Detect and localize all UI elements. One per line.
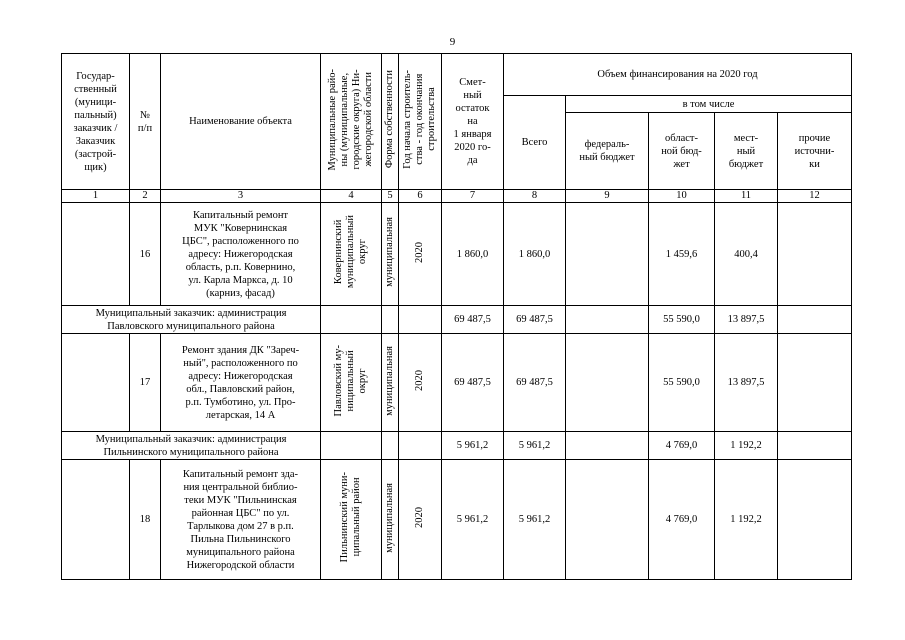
district: Ковернинский муниципальный округ — [321, 203, 382, 306]
regional: 55 590,0 — [649, 306, 715, 334]
regional: 4 769,0 — [649, 432, 715, 460]
empty-cell — [778, 432, 852, 460]
other — [778, 203, 852, 306]
object-name: Капитальный ремонт зда- ния центральной библио- теки МУК "Пильнинская районная ЦБС" по ул. Тарлыкова дом 27 в р.п. Пильна Пильнинского муниципального района Нижегородской области — [161, 460, 321, 580]
local: 400,4 — [715, 203, 778, 306]
other — [778, 460, 852, 580]
balance: 5 961,2 — [442, 460, 504, 580]
header-num: № п/п — [130, 54, 161, 190]
header-years: Год начала строитель- ства - год окончания строительства — [399, 54, 442, 190]
empty-cell — [566, 306, 649, 334]
district: Пильнинский муни- ципальный район — [321, 460, 382, 580]
balance: 5 961,2 — [442, 432, 504, 460]
col-number: 2 — [130, 190, 161, 203]
header-balance: Смет- ный остаток на 1 января 2020 го- да — [442, 54, 504, 190]
total: 5 961,2 — [504, 460, 566, 580]
empty-cell — [399, 306, 442, 334]
federal — [566, 334, 649, 432]
object-name: Капитальный ремонт МУК "Ковернинская ЦБС", расположенного по адресу: Нижегородская область, р.п. Ковернино, ул. Карла Маркса, д. 10 (карниз, фасад) — [161, 203, 321, 306]
header-regional: област- ной бюд- жет — [649, 113, 715, 190]
header-object-name: Наименование объекта — [161, 54, 321, 190]
empty-cell — [382, 306, 399, 334]
subtotal-row — [62, 306, 852, 334]
header-district: Муниципальные райо- ны (муниципальные, городские округа) Ни- жегородской области — [321, 54, 382, 190]
empty-cell — [566, 432, 649, 460]
table-row — [62, 460, 852, 580]
ownership: муниципальная — [382, 460, 399, 580]
balance: 1 860,0 — [442, 203, 504, 306]
total: 1 860,0 — [504, 203, 566, 306]
total: 69 487,5 — [504, 306, 566, 334]
customer-cell — [62, 334, 130, 432]
empty-cell — [778, 306, 852, 334]
col-number: 3 — [161, 190, 321, 203]
header-other: прочие источни- ки — [778, 113, 852, 190]
financing-table — [61, 53, 852, 580]
empty-cell — [382, 432, 399, 460]
local: 1 192,2 — [715, 460, 778, 580]
customer-cell — [62, 203, 130, 306]
years: 2020 — [399, 334, 442, 432]
regional: 1 459,6 — [649, 203, 715, 306]
empty-cell — [321, 306, 382, 334]
row-number: 16 — [130, 203, 161, 306]
col-number: 6 — [399, 190, 442, 203]
total: 5 961,2 — [504, 432, 566, 460]
object-name: Ремонт здания ДК "Зареч- ный", расположенного по адресу: Нижегородская обл., Павловский район, р.п. Тумботино, ул. Про- летарская, 14 А — [161, 334, 321, 432]
other — [778, 334, 852, 432]
local: 13 897,5 — [715, 306, 778, 334]
ownership: муниципальная — [382, 203, 399, 306]
col-number: 10 — [649, 190, 715, 203]
col-number: 1 — [62, 190, 130, 203]
col-number: 11 — [715, 190, 778, 203]
col-number: 5 — [382, 190, 399, 203]
header-ownership: Форма собственности — [382, 54, 399, 190]
federal — [566, 203, 649, 306]
balance: 69 487,5 — [442, 334, 504, 432]
regional: 4 769,0 — [649, 460, 715, 580]
years: 2020 — [399, 460, 442, 580]
table-row — [62, 334, 852, 432]
col-number: 12 — [778, 190, 852, 203]
district: Павловский му- ниципальный округ — [321, 334, 382, 432]
column-number-row — [62, 190, 852, 203]
page-number: 9 — [449, 36, 456, 48]
subtotal-label: Муниципальный заказчик: администрация Пильнинского муниципального района — [62, 432, 321, 460]
col-number: 8 — [504, 190, 566, 203]
customer-cell — [62, 460, 130, 580]
balance: 69 487,5 — [442, 306, 504, 334]
empty-cell — [321, 432, 382, 460]
header-local: мест- ный бюджет — [715, 113, 778, 190]
regional: 55 590,0 — [649, 334, 715, 432]
local: 1 192,2 — [715, 432, 778, 460]
table-row — [62, 203, 852, 306]
header-total: Всего — [504, 96, 566, 190]
header-including: в том числе — [566, 96, 852, 113]
header-customer: Государ- ственный (муници- пальный) заказчик / Заказчик (застрой- щик) — [62, 54, 130, 190]
subtotal-label: Муниципальный заказчик: администрация Павловского муниципального района — [62, 306, 321, 334]
federal — [566, 460, 649, 580]
header-federal: федераль- ный бюджет — [566, 113, 649, 190]
empty-cell — [399, 432, 442, 460]
row-number: 17 — [130, 334, 161, 432]
local: 13 897,5 — [715, 334, 778, 432]
subtotal-row — [62, 432, 852, 460]
col-number: 7 — [442, 190, 504, 203]
header-financing: Объем финансирования на 2020 год — [504, 54, 852, 96]
years: 2020 — [399, 203, 442, 306]
col-number: 4 — [321, 190, 382, 203]
ownership: муниципальная — [382, 334, 399, 432]
col-number: 9 — [566, 190, 649, 203]
total: 69 487,5 — [504, 334, 566, 432]
row-number: 18 — [130, 460, 161, 580]
